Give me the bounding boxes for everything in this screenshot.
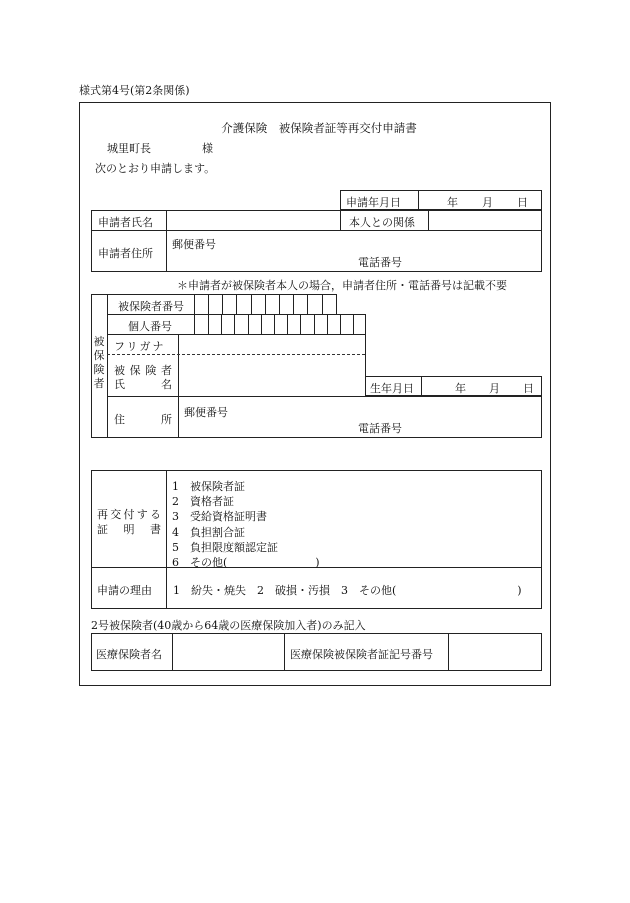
insured-side-label-1: 被	[93, 335, 105, 348]
insured-side-label-3: 険	[93, 363, 105, 376]
insured-name-label-2: 氏名	[114, 378, 172, 391]
applicant-address-label: 申請者住所	[98, 247, 153, 260]
furigana-label: フリガナ	[114, 340, 166, 353]
addressee: 城里町長	[107, 142, 151, 155]
form-number: 様式第4号(第2条関係)	[79, 84, 190, 97]
insured-number-cell-divider	[293, 294, 294, 314]
personal-number-cell-divider	[340, 314, 341, 334]
reissue-item[interactable]: 5 負担限度額認定証	[172, 540, 278, 554]
application-date-year: 年	[447, 196, 458, 209]
applicant-address-input[interactable]	[167, 231, 541, 271]
insured-number-label: 被保険者番号	[118, 300, 184, 313]
application-date-input[interactable]	[433, 190, 542, 210]
insured-number-cell-divider	[222, 294, 223, 314]
intro-text: 次のとおり申請します。	[95, 162, 216, 175]
reissue-item[interactable]: 1 被保険者証	[172, 480, 245, 493]
birth-day: 日	[523, 382, 534, 395]
category2-note: 2号被保険者(40歳から64歳の医療保険加入者)のみ記入	[91, 619, 366, 632]
insured-side-label-4: 者	[93, 377, 105, 390]
insured-name-label-1: 被保険者	[114, 364, 172, 377]
application-date-month: 月	[482, 196, 493, 209]
application-date-label: 申請年月日	[346, 196, 401, 209]
insured-number-cell-divider	[236, 294, 237, 314]
birth-date-input[interactable]	[436, 377, 541, 395]
reissue-label-1: 再交付する	[97, 508, 161, 521]
insured-phone-label: 電話番号	[358, 422, 402, 435]
personal-number-cell-divider	[274, 314, 275, 334]
personal-number-cell-divider	[300, 314, 301, 334]
reason-label: 申請の理由	[97, 584, 152, 597]
application-date-day: 日	[517, 196, 528, 209]
reissue-item[interactable]: 6 その他( )	[172, 556, 320, 569]
personal-number-cell-divider	[234, 314, 235, 334]
personal-number-cell-divider	[261, 314, 262, 334]
furigana-input[interactable]	[179, 335, 364, 353]
honorific: 様	[202, 142, 213, 155]
insured-name-input[interactable]	[179, 356, 364, 395]
insured-number-cell-divider	[307, 294, 308, 314]
personal-number-cell-divider	[221, 314, 222, 334]
personal-number-cell-divider	[248, 314, 249, 334]
insured-number-cell-divider	[322, 294, 323, 314]
reissue-item[interactable]: 4 負担割合証	[172, 525, 245, 539]
medical-insurer-input[interactable]	[173, 634, 283, 670]
relation-label: 本人との関係	[349, 216, 415, 229]
insured-number-cell-divider	[208, 294, 209, 314]
personal-number-cell-divider	[208, 314, 209, 334]
insured-number-cell-divider	[336, 294, 337, 314]
personal-number-cell-divider	[327, 314, 328, 334]
insured-address-label: 住所	[114, 413, 172, 426]
medical-card-number-label: 医療保険被保険者証記号番号	[290, 648, 433, 661]
reason-options[interactable]: 1 紛失・焼失 2 破損・汚損 3 その他( )	[173, 584, 522, 597]
insured-postal-label: 郵便番号	[184, 406, 228, 419]
personal-number-cell-divider	[353, 314, 354, 334]
medical-card-number-input[interactable]	[449, 634, 541, 670]
insured-number-cell-divider	[265, 294, 266, 314]
applicant-name-label: 申請者氏名	[98, 216, 153, 229]
reissue-item[interactable]: 3 受給資格証明書	[172, 510, 267, 524]
personal-number-cell-divider	[314, 314, 315, 334]
applicant-phone-label: 電話番号	[358, 256, 402, 269]
insured-number-cell-divider	[279, 294, 280, 314]
personal-number-label: 個人番号	[128, 320, 172, 333]
relation-input[interactable]	[429, 211, 541, 229]
birth-date-label: 生年月日	[370, 382, 414, 395]
insured-side-label-2: 保	[93, 349, 105, 362]
applicant-note: ＊申請者が被保険者本人の場合，申請者住所・電話番号は記載不要	[177, 279, 507, 292]
insured-address-input[interactable]	[179, 397, 540, 437]
personal-number-cell-divider	[287, 314, 288, 334]
applicant-name-input[interactable]	[167, 211, 339, 229]
reissue-label-2: 証明書	[97, 523, 161, 536]
applicant-postal-label: 郵便番号	[172, 238, 216, 251]
birth-month: 月	[489, 382, 500, 395]
reissue-item[interactable]: 2 資格者証	[172, 495, 234, 509]
insured-number-cell-divider	[251, 294, 252, 314]
medical-insurer-label: 医療保険者名	[96, 648, 162, 661]
form-title: 介護保険 被保険者証等再交付申請書	[221, 121, 417, 135]
birth-year: 年	[455, 382, 466, 395]
